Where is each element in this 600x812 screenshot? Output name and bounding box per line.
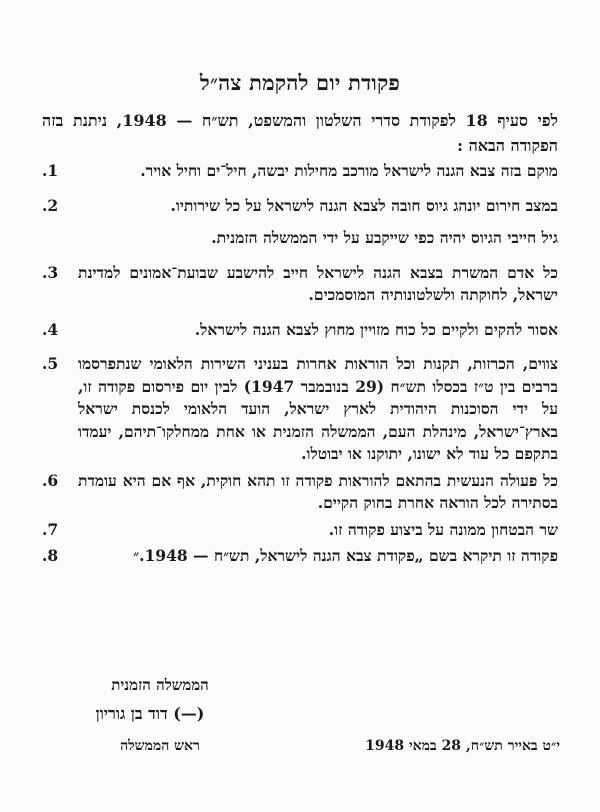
clause-number: .4 (42, 319, 59, 339)
clause-2 (42, 195, 558, 250)
clause-6 (42, 470, 558, 515)
intro-paragraph: לפי סעיף 18 לפקודת סדרי השלטון והמשפט, תש״ח — 1948, ניתנת בזה הפקודה הבאה : (42, 111, 559, 155)
clause-1 (42, 160, 558, 183)
clause-text: כל אדם המשרת בצבא הגנה לישראל חייב להישבע שבועת־אמונים למדינת ישראל, לחוקתה ולשלטונותיה המוסמכים. (78, 262, 558, 304)
clause-number: .8 (42, 546, 59, 565)
clause-text: כל פעולה הנעשית בהתאם להוראות פקודה זו תהא חוקית, אף אם היא עומדת בסתירה לכל הוראה אחרת בחוק הקיים. (78, 470, 558, 512)
clause-text: במצב חירום יונהג גיוס חובה לצבא הגנה לישראל על כל שירותיו. (170, 195, 558, 215)
clause-8 (42, 545, 558, 568)
clauses-list (42, 160, 558, 572)
signature-government: הממשלה הזמנית (111, 676, 209, 694)
clause-5 (42, 353, 558, 466)
clause-text: פקודה זו תיקרא בשם „פקודת צבא הגנה לישראל, תש״ח — 1948.״ (133, 546, 558, 565)
clause-number: .3 (42, 262, 59, 282)
clause-text: שר הבטחון ממונה על ביצוע פקודה זו. (328, 519, 558, 539)
signature-name: (—) דוד בן גוריון (95, 704, 205, 723)
clause-number: .6 (42, 470, 59, 490)
document-date: י״ט באייר תש״ח, 28 במאי 1948 (365, 738, 560, 754)
signature-role: ראש הממשלה (120, 738, 200, 754)
clause-number: .1 (42, 161, 59, 180)
clause-3 (42, 262, 558, 307)
clause-4 (42, 319, 558, 342)
clause-text: אסור להקים ולקיים כל כוח מזויין מחוץ לצבא הגנה לישראל. (194, 319, 558, 339)
clause-number: .7 (42, 519, 59, 539)
clause-text: צווים, הכרזות, תקנות וכל הוראות אחרות בעניני השירות הלאומי שנתפרסמו ברבים בין ט״ז בכסלו תש״ח (29 בנובמבר 1947) לבין יום פירסום פקודה זו, על ידי הסוכנות היהודית לארץ ישראל, הועד הלאומי לכנסת ישראל בארץ־ישראל, מינהלת העם, הממשלה הזמנית או אחת ממחלקו־תיהם, יעמדו בתקפם כל עוד לא ישונו, יתוקנו או יבוטלו. (78, 354, 558, 463)
clause-number: .5 (42, 354, 59, 373)
clause-number: .2 (42, 195, 59, 215)
clause-7 (42, 519, 558, 542)
document-title: פקודת יום להקמת צה״ל (199, 70, 401, 95)
clause-text: מוקם בזה צבא הגנה לישראל מורכב מחילות יבשה, חיל־ים וחיל אויר. (140, 161, 558, 180)
clause-subparagraph: גיל חייבי הגיוס יהיה כפי שייקבע על ידי הממשלה הזמנית. (211, 228, 558, 247)
